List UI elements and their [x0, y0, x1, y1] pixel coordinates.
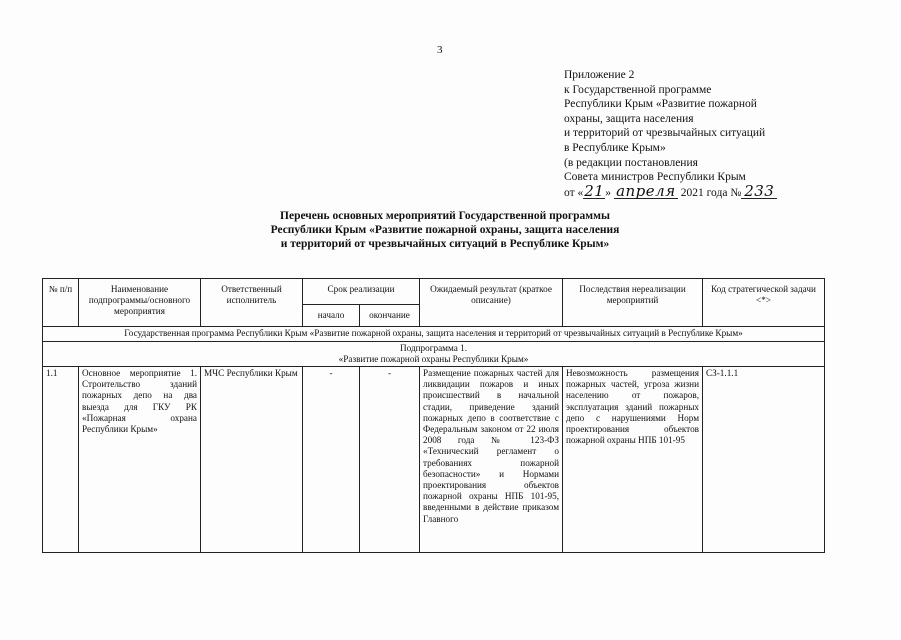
- appendix-line: Совета министров Республики Крым: [564, 171, 746, 184]
- page-number: 3: [437, 44, 443, 56]
- header-expected: Ожидаемый результат (краткое описание): [420, 279, 563, 327]
- appendix-line: Республики Крым «Развитие пожарной: [564, 98, 757, 111]
- date-sep: »: [605, 186, 611, 199]
- date-day-handwritten: 21: [584, 181, 605, 200]
- appendix-block: [564, 68, 884, 200]
- header-name: Наименование подпрограммы/основного мероприятия: [79, 279, 201, 327]
- date-prefix: от «: [564, 186, 584, 199]
- header-num: № п/п: [43, 279, 79, 327]
- date-year: 2021 года: [680, 186, 728, 199]
- appendix-date-line: [564, 181, 884, 201]
- row-expected: Размещение пожарных частей для ликвидации пожаров и иных происшествий в начальной стадии, приведение зданий пожарных депо в соответствие с Федеральным законом от 22 июля 2008 года № 123-ФЗ «Технический регламент о требованиях пожарной безопасности» и Нормами проектирования объектов пожарной охраны НПБ 101-95, введенными в действие приказом Главного: [420, 367, 563, 553]
- title-line: и территорий от чрезвычайных ситуаций в Республике Крым»: [280, 238, 610, 250]
- table-header-row: [43, 279, 825, 305]
- header-executor: Ответственный исполнитель: [201, 279, 303, 327]
- number-label: №: [730, 186, 742, 199]
- title-line: Перечень основных мероприятий Государственной программы: [280, 210, 610, 222]
- header-end: окончание: [360, 305, 420, 327]
- appendix-line: (в редакции постановления: [564, 156, 698, 169]
- document-number-handwritten: 233: [741, 184, 777, 200]
- row-end: -: [360, 367, 420, 553]
- subprogram-number: Подпрограмма 1.: [400, 342, 468, 353]
- appendix-line: к Государственной программе: [564, 83, 712, 96]
- row-name: Основное мероприятие 1. Строительство зданий пожарных депо на два выезда для ГКУ РК «Пожарная охрана Республики Крым»: [79, 367, 201, 553]
- appendix-line: Приложение 2: [564, 69, 635, 81]
- document-title: [200, 209, 690, 251]
- row-code: СЗ-1.1.1: [703, 367, 825, 553]
- program-title: Государственная программа Республики Крым «Развитие пожарной охраны, защита населения и территорий от чрезвычайных ситуаций в Республике Крым»: [43, 327, 825, 341]
- header-code: Код стратегической задачи <*>: [703, 279, 825, 327]
- row-executor: МЧС Республики Крым: [201, 367, 303, 553]
- row-num: 1.1: [43, 367, 79, 553]
- table-row: [43, 367, 825, 553]
- subprogram-cell: [43, 341, 825, 366]
- header-start: начало: [303, 305, 360, 327]
- header-period: Срок реализации: [303, 279, 420, 305]
- date-month-handwritten: апреля: [614, 184, 678, 200]
- row-consequences: Невозможность размещения пожарных частей, угроза жизни населению от пожаров, эксплуатация зданий пожарных депо с нарушениями Норм проектирования объектов пожарной охраны НПБ 101-95: [563, 367, 703, 553]
- appendix-line: охраны, защита населения: [564, 112, 694, 125]
- appendix-line: в Республике Крым»: [564, 141, 666, 154]
- title-line: Республики Крым «Развитие пожарной охраны, защита населения: [270, 224, 620, 236]
- activities-table: [42, 278, 825, 553]
- subprogram-title: «Развитие пожарной охраны Республики Крым»: [338, 353, 529, 364]
- program-row: [43, 327, 825, 341]
- row-start: -: [303, 367, 360, 553]
- header-consequences: Последствия нереализации мероприятий: [563, 279, 703, 327]
- appendix-line: и территорий от чрезвычайных ситуаций: [564, 127, 766, 140]
- subprogram-row: [43, 341, 825, 366]
